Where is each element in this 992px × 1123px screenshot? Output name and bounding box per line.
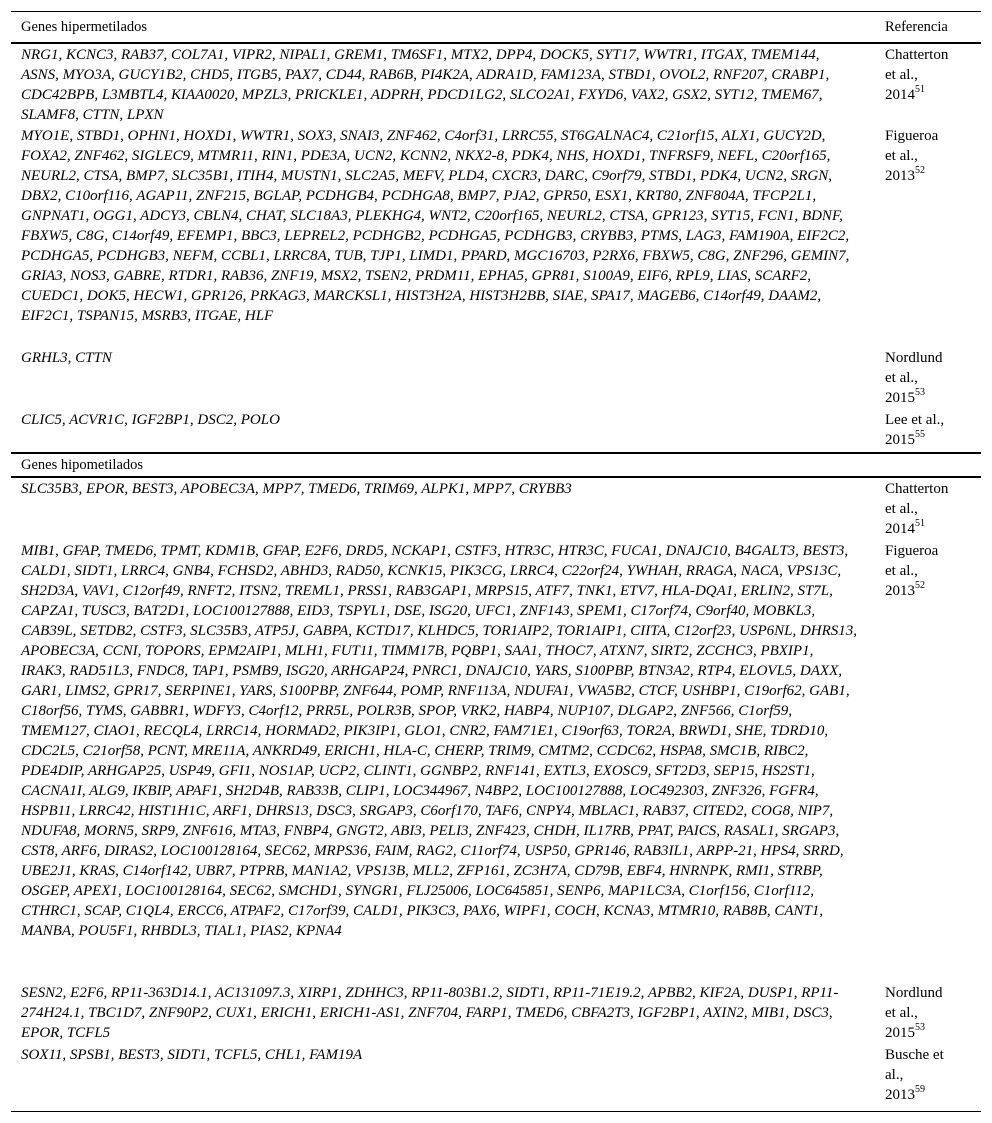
gene-list: SOX11, SPSB1, BEST3, SIDT1, TCFL5, CHL1, FAM19A <box>21 1047 363 1063</box>
reference-cell: Figueroa et al., 2013$^{52}$ <box>885 128 939 184</box>
bottom-rule <box>11 1111 981 1112</box>
reference-cell: Nordlund et al., 2015$^{53}$ <box>885 350 943 406</box>
reference-cell: Lee et al., 2015$^{55}$ <box>885 412 945 448</box>
genes-column-header: Genes hipermetilados <box>21 19 148 35</box>
reference-column-header: Referencia <box>885 19 948 35</box>
hypomethylated-section-header: Genes hipometilados <box>21 457 144 473</box>
gene-list: SLC35B3, EPOR, BEST3, APOBEC3A, MPP7, TMED6, TRIM69, ALPK1, MPP7, CRYBB3 <box>21 481 572 497</box>
section-rule <box>11 452 981 454</box>
section-header-rule <box>11 476 981 478</box>
gene-list: SESN2, E2F6, RP11-363D14.1, AC131097.3, XIRP1, ZDHHC3, RP11-803B1.2, SIDT1, RP11-71E19.2, APBB2, KIF2A, DUSP1, RP11-274H24.1, TBC1D7, ZNF90P2, CUX1, ERICH1, ERICH1-AS1, ZNF704, FARP1, TMED6, CBFA2T3, IGF2BP1, AXIN2, MIB1, DSC3, EPOR, TCFL5 <box>21 985 839 1041</box>
gene-list: MYO1E, STBD1, OPHN1, HOXD1, WWTR1, SOX3, SNAI3, ZNF462, C4orf31, LRRC55, ST6GALNAC4, C21orf15, ALX1, GUCY2D, FOXA2, ZNF462, SIGLEC9, MTMR11, RIN1, PDE3A, UCN2, KCNN2, NKX2-8, PDK4, NHS, HOXD1, TNFRSF9, NEFL, C20orf165, NEURL2, CTSA, BMP7, SLC35B1, ITIH4, MUSTN1, SLC2A5, MEFV, PLD4, CXCR3, DARC, C9orf79, STBD1, PDK4, UCN2, SRGN, DBX2, C10orf116, AGAP11, ZNF215, BGLAP, PCDHGB4, PCDHGA8, BMP7, PJA2, GPR50, ESX1, KRT80, ZNF804A, TFCP2L1, GNPNAT1, OGG1, ADCY3, CBLN4, CHAT, SLC18A3, PLEKHG4, WNT2, C20orf165, NEURL2, CTSA, GPR123, SYT15, FCN1, BDNF, FBXW5, C8G, C14orf49, EFEMP1, BBC3, LEPREL2, PCDHGB2, PCDHGA5, PCDHGB3, CRYBB3, PTMS, LAG3, FAM190A, EIF2C2, PCDHGA5, PCDHGB3, NEFM, CCBL1, LRRC8A, TUB, TJP1, LIMD1, PPARD, MGC16703, P2RX6, FBXW5, C8G, ZNF296, GEMIN7, GRIA3, NOS3, GABRE, RTDR1, RAB36, ZNF19, MSX2, TSEN2, PRDM11, EPHA5, GPR81, S100A9, EIF6, RPL9, LIAS, SCARF2, CUEDC1, DOK5, HECW1, GPR126, PRKAG3, MARCKSL1, HIST3H2A, HIST3H2BB, SIAE, SPA17, MAGEB6, C14orf49, DAAM2, EIF2C1, TSPAN15, MSRB3, ITGAE, HLF <box>21 128 850 324</box>
gene-list: GRHL3, CTTN <box>21 350 112 366</box>
gene-list: NRG1, KCNC3, RAB37, COL7A1, VIPR2, NIPAL1, GREM1, TM6SF1, MTX2, DPP4, DOCK5, SYT17, WWTR1, ITGAX, TMEM144, ASNS, MYO3A, GUCY1B2, CHD5, ITGB5, PAX7, CD44, RAB6B, PI4K2A, ADRA1D, FAM123A, STBD1, OVOL2, RNF207, CRABP1, CDC42BPB, L3MBTL4, KIAA0020, MPZL3, PRICKLE1, ADPRH, PDCD1LG2, SLCO2A1, FXYD6, VAX2, GSX2, SYT12, TMEM67, SLAMF8, CTTN, LPXN <box>21 47 830 123</box>
reference-cell: Chatterton et al., 2014$^{51}$ <box>885 47 949 103</box>
top-rule <box>11 11 981 12</box>
reference-cell: Nordlund et al., 2015$^{53}$ <box>885 985 943 1041</box>
reference-cell: Chatterton et al., 2014$^{51}$ <box>885 481 949 537</box>
gene-list: MIB1, GFAP, TMED6, TPMT, KDM1B, GFAP, E2F6, DRD5, NCKAP1, CSTF3, HTR3C, HTR3C, FUCA1, DNAJC10, B4GALT3, BEST3, CALD1, SIDT1, LRRC4, GNB4, FCHSD2, ABHD3, RAD50, KCNK15, PIK3CG, LRRC4, C22orf24, YWHAH, RRAGA, NACA, VPS13C, SH2D3A, VAV1, C12orf49, RNFT2, ITSN2, TREML1, PRSS1, RAB3GAP1, MRPS15, ATF7, TNK1, ETV7, HLA-DQA1, ERLIN2, ST7L, CAPZA1, TUSC3, BAT2D1, LOC100127888, EID3, TSPYL1, DSE, ISG20, UFC1, ZNF143, SPEM1, C17orf74, C9orf40, MOBKL3, CAB39L, SETDB2, CSTF3, SLC35B3, ATP5J, GABPA, KCTD17, KLHDC5, TOR1AIP2, TOR1AIP1, CIITA, C12orf23, USP6NL, DHRS13, APOBEC3A, CCNI, TOPORS, EPM2AIP1, MLH1, FUT11, TIMM17B, PQBP1, SAA1, THOC7, ATXN7, SIRT2, ZCCHC3, PBXIP1, IRAK3, RAD51L3, FNDC8, TAP1, PSMB9, ISG20, ARHGAP24, PNRC1, DNAJC10, YARS, S100PBP, BTN3A2, RTP4, ELOVL5, DAXX, GAR1, LIMS2, GPR17, SERPINE1, YARS, S100PBP, ZNF644, POMP, RNF113A, NDUFA1, VWA5B2, CTCF, USHBP1, C19orf62, GAB1, C18orf56, TYMS, GABBR1, WDFY3, C4orf12, PRR5L, POLR3B, SPOP, VRK2, HABP4, NUP107, DLGAP2, ZNF566, C1orf59, TMEM127, CIAO1, RECQL4, LRRC14, HORMAD2, PIK3IP1, GLO1, CNR2, FAM71E1, C19orf63, TOR2A, BRWD1, SHE, TDRD10, CDC2L5, C21orf58, PCNT, MRE11A, ANKRD49, ERICH1, HLA-C, CHERP, TRIM9, CMTM2, CCDC62, HSPA8, SMC1B, RIBC2, PDE4DIP, ARHGAP25, USP49, GFI1, NOS1AP, UCP2, CLINT1, GGNBP2, RNF141, EXTL3, EXOSC9, SFT2D3, SEP15, HS2ST1, CACNA1I, ALG9, IKBIP, APAF1, SH2D4B, RAB33B, CLIP1, LOC344967, N4BP2, LOC100127888, LOC492303, ZNF326, FGFR4, HSPB11, LRRC42, HIST1H1C, ARF1, DHRS13, DSC3, SRGAP3, C6orf170, TAF6, CNPY4, MBLAC1, RAB37, CITED2, COG8, NIP7, NDUFA8, MORN5, SRP9, ZNF616, MTA3, FNBP4, GNGT2, ABI3, PELI3, ZNF423, CHDH, IL17RB, PPAT, PAICS, RASAL1, SRGAP3, CST8, ARF6, DIRAS2, LOC100128164, SEC62, MRPS36, FAIM, RAG2, C11orf74, USP50, GPR146, RAB3IL1, ARPP-21, HPS4, SRRD, UBE2J1, KRAS, C14orf142, UBR7, PTPRB, MAN1A2, VPS13B, MLL2, ZFP161, ZC3H7A, CD79B, EBF4, HNRNPK, RMI1, STRBP, OSGEP, APEX1, LOC100128164, SEC62, SMCHD1, SYNGR1, FLJ25006, LOC645851, SENP6, MAP1LC3A, C1orf156, C1orf112, CTHRC1, SCAP, C1QL4, ERCC6, ATPAF2, C17orf39, CALD1, PIK3C3, PAX6, WIPF1, COCH, KCNA3, MTMR10, RAB8B, CANT1, MANBA, POU5F1, RHBDL3, TIAL1, PIAS2, KPNA4 <box>21 543 858 939</box>
reference-cell: Busche et al., 2013$^{59}$ <box>885 1047 944 1103</box>
reference-cell: Figueroa et al., 2013$^{52}$ <box>885 543 939 599</box>
header-rule <box>11 42 981 44</box>
gene-list: CLIC5, ACVR1C, IGF2BP1, DSC2, POLO <box>21 412 280 428</box>
